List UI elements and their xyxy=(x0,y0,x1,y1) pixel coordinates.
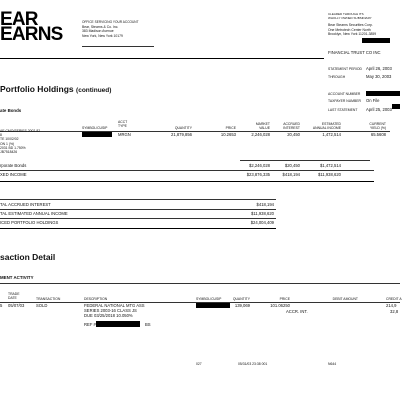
period-end: May 30, 2003 xyxy=(366,74,392,79)
office-underline xyxy=(82,46,154,47)
subtotal-label: rporate Bonds xyxy=(0,163,27,168)
tx-row-credit-1: 214,9 xyxy=(386,303,397,308)
firm-logo: EAR EARNS xyxy=(0,9,63,45)
tx-col-trade-date: TRADE DATE xyxy=(8,292,20,301)
col-symbol: SYMBOL/CUSIP xyxy=(82,126,108,130)
subtotal-rule xyxy=(240,160,370,161)
totals-rule-1 xyxy=(0,199,276,200)
bond-quantity: 21,879,856 xyxy=(171,132,192,137)
taxpayer-label: TAXPAYER NUMBER xyxy=(328,99,361,103)
col-acct-type: ACCT TYPE xyxy=(118,120,128,129)
taxpayer-value: On File xyxy=(366,98,380,103)
subtotal-accrued: $20,450 xyxy=(284,163,300,168)
subtotal-income: $1,472,514 xyxy=(320,163,341,168)
bond-yield: 65.5608 xyxy=(370,132,386,137)
tx-row-prefix: 5 xyxy=(0,303,3,308)
bond-acct-type: MRGN xyxy=(118,132,131,137)
totals-rule-2 xyxy=(0,209,276,210)
tx-col-description: DESCRIPTION xyxy=(84,297,108,301)
footer-code-1: 027 xyxy=(196,362,202,366)
tx-row-quantity: 139,069 xyxy=(234,303,250,308)
tx-row-date: 05/07/03 xyxy=(8,303,25,308)
tx-row-credit-2: 32,8 xyxy=(390,309,399,314)
bond-price: 10.2653 xyxy=(220,132,236,137)
fixed-rule-top xyxy=(0,170,374,171)
header-divider xyxy=(0,58,324,59)
tx-row-price: 101.06250 xyxy=(270,303,290,308)
tx-col-debit: DEBIT AMOUNT xyxy=(332,297,358,301)
trust-name: FINANCIAL TRUST CO INC xyxy=(328,50,381,55)
total-accrued-label: TAL ACCRUED INTEREST xyxy=(0,202,51,207)
redacted-ref-number xyxy=(96,321,140,327)
last-statement-label: LAST STATEMENT xyxy=(328,108,358,112)
total-income-label: TAL ESTIMATED ANNUAL INCOME xyxy=(0,211,68,216)
bond-accrued: 20,450 xyxy=(287,132,300,137)
fixed-income-label: XED INCOME xyxy=(0,172,27,177)
tx-col-quantity: QUANTITY xyxy=(232,297,250,301)
fixed-rule-bottom xyxy=(0,181,374,182)
total-income-value: $11,938,620 xyxy=(251,211,274,216)
tx-col-transaction: TRANSACTION xyxy=(36,297,61,301)
bond-description: AE CMO/SERIES 2002-82 8 TE 10/02/02 ON 1 (%) 2031 BD 1.750% JB7518426 xyxy=(0,129,41,155)
col-accrued-interest: ACCRUED INTEREST xyxy=(283,122,300,131)
subtotal-market: $2,246,028 xyxy=(249,163,270,168)
totals-rule-3 xyxy=(0,218,276,219)
holdings-section-title: ate Bonds xyxy=(0,108,22,113)
holdings-title: Portfolio Holdings (continued) xyxy=(0,84,112,94)
totals-rule-4 xyxy=(0,228,276,229)
col-market-value: MARKET VALUE xyxy=(255,122,270,131)
period-label: STATEMENT PERIOD xyxy=(328,67,362,71)
col-price: PRICE xyxy=(225,126,236,130)
footer-code-2: 05/31/03 23:38 001 xyxy=(238,362,268,366)
period-start: April 26, 2003 xyxy=(366,66,392,71)
tx-row-type: SOLD xyxy=(36,303,48,308)
tx-row-accr-int: ACCR. INT. xyxy=(286,309,308,314)
tx-ref-label: REF # xyxy=(84,322,96,327)
tx-col-credit: CREDIT A xyxy=(386,297,402,301)
account-label: ACCOUNT NUMBER xyxy=(328,92,361,96)
fixed-market: $23,876,335 xyxy=(246,172,270,177)
col-est-income: ESTIMATED ANNUAL INCOME xyxy=(312,122,341,131)
last-statement-value: April 25, 2003 xyxy=(366,107,392,112)
footer-code-3: N644 xyxy=(328,362,337,366)
clearing-block: CLEARED THROUGH ITS WHOLLY OWNED SUBSIDIARY Bear Stearns Securities Corp. One Metrotech Center North Brooklyn, New York 11201-3859 xyxy=(328,12,377,36)
tx-row-description: FEDERAL NATIONAL MTG ASS SERIES 2003-16 CLASS JS DUE 03/25/2018 10.050% xyxy=(84,303,145,318)
tx-col-symbol: SYMBOL/CUSIP xyxy=(196,297,222,301)
bond-market-value: 2,246,028 xyxy=(251,132,270,137)
transactions-section: MENT ACTIVITY xyxy=(0,275,34,280)
total-holdings-value: $24,004,409 xyxy=(250,220,274,225)
redacted-tx-cusip xyxy=(196,303,230,308)
bond-est-income: 1,472,514 xyxy=(322,132,341,137)
tx-ref-suffix: BS xyxy=(145,322,151,327)
tx-col-price: PRICE xyxy=(279,297,290,301)
total-holdings-label: ICED PORTFOLIO HOLDINGS xyxy=(0,220,59,225)
transactions-section-rule xyxy=(0,283,400,284)
fixed-income: $11,938,620 xyxy=(318,172,341,177)
col-yield: CURRENT YIELD (%) xyxy=(369,122,386,131)
through-label: THROUGH xyxy=(328,75,346,79)
col-quantity: QUANTITY xyxy=(174,126,192,130)
redacted-account xyxy=(366,91,400,96)
total-accrued-value: $418,194 xyxy=(256,202,274,207)
transactions-title: saction Detail xyxy=(0,252,56,262)
fixed-accrued: $418,194 xyxy=(282,172,300,177)
redacted-taxpayer xyxy=(392,104,400,109)
office-servicing-block: OFFICE SERVICING YOUR ACCOUNT Bear, Stearns & Co. Inc. 383 Madison Avenue New York, New York 10179 xyxy=(82,20,139,38)
redacted-bond-cusip xyxy=(82,132,112,137)
redacted-clearing xyxy=(362,38,390,43)
